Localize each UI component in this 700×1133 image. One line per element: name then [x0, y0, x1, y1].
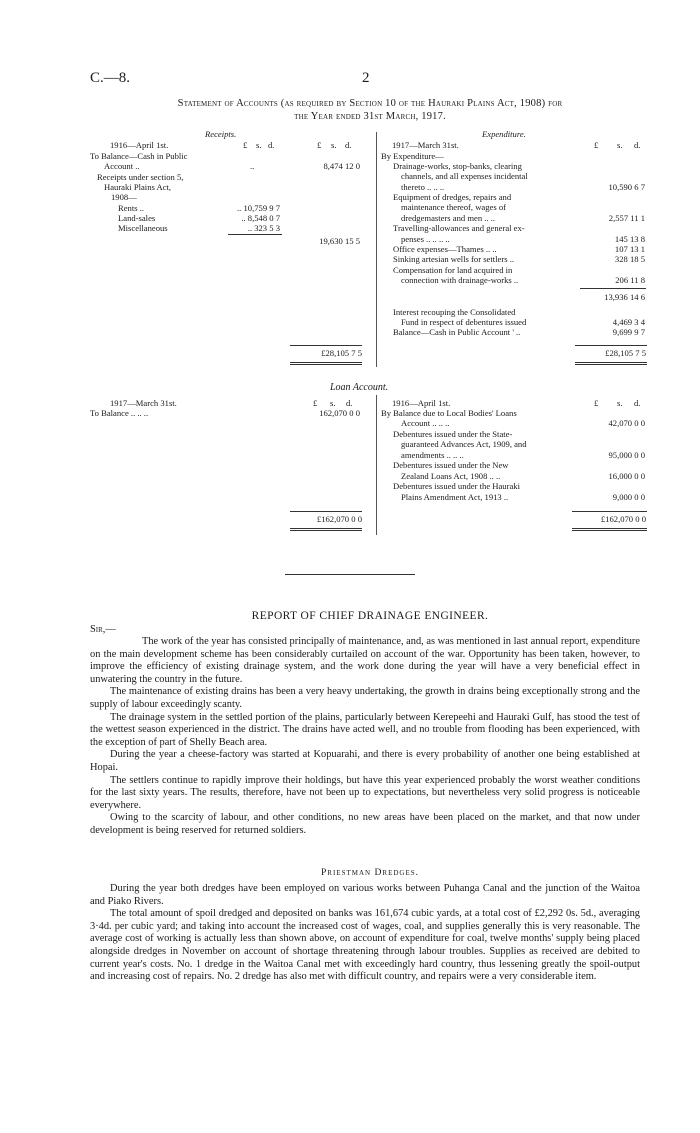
loan-left-currency-s: s.	[330, 398, 336, 408]
loan-right-amount: 42,070 0 0	[608, 418, 645, 428]
expenditure-line: dredgemasters and men .. ..	[401, 213, 496, 223]
receipts-item-landsales: Land-sales	[118, 213, 156, 223]
loan-right-line: Debentures issued under the New	[393, 460, 509, 470]
loan-right-amount: 16,000 0 0	[608, 471, 645, 481]
statement-title-line2: the Year ended 31st March, 1917.	[294, 111, 446, 122]
expenditure-currency-l: £	[594, 140, 599, 150]
receipts-section-line3: 1908—	[111, 192, 137, 202]
expenditure-currency-s: s.	[617, 140, 623, 150]
expenditure-line: penses .. .. .. ..	[401, 234, 450, 244]
report-reference: C.—8.	[90, 70, 131, 86]
receipts-item-misc-amount: .. 323 5 3	[247, 223, 280, 233]
receipts-balance-line1: To Balance—Cash in Public	[90, 151, 188, 161]
dredges-body	[90, 883, 640, 984]
expenditure-amount: 145 13 8	[614, 234, 645, 244]
receipts-balance-amount: 8,474 12 0	[323, 161, 360, 171]
expenditure-line: Travelling-allowances and general ex-	[393, 223, 525, 233]
expenditure-line: Compensation for land acquired in	[393, 265, 513, 275]
statement-title-line1: Statement of Accounts (as required by Section 10 of the Hauraki Plains Act, 1908) for	[177, 98, 563, 109]
expenditure-heading: Expenditure.	[482, 129, 526, 139]
receipts-items-rule	[228, 234, 282, 235]
report-body	[90, 636, 640, 838]
expenditure-amount: 10,590 6 7	[608, 182, 645, 192]
receipts-section-line2: Hauraki Plains Act,	[104, 182, 172, 192]
report-paragraph: During the year a cheese-factory was started at Kopuarahi, and there is every probability of another one being established at Hopai.	[90, 749, 640, 773]
loan-right-amount: 95,000 0 0	[608, 450, 645, 460]
loan-right-line: Account .. .. ..	[401, 418, 450, 428]
receipts-section-line1: Receipts under section 5,	[97, 172, 184, 182]
receipts-total-rule-bottom	[290, 362, 362, 363]
receipts-currency-l1: £	[243, 140, 248, 150]
loan-right-total-rule-top	[572, 511, 647, 512]
receipts-balance-line2: Account ..	[104, 161, 140, 171]
expenditure-interest-line1: Interest recouping the Consolidated	[393, 307, 516, 317]
loan-right-line: Debentures issued under the State-	[393, 429, 513, 439]
expenditure-by: By Expenditure—	[381, 151, 444, 161]
report-paragraph: The work of the year has consisted principally of maintenance, and, as was mentioned in last annual report, expenditure on the main development scheme has been considerably curtailed on account of the war. Opportunity has been taken, however, to improve the efficiency of existing drainage system, and the work done during the year will have a very beneficial effect in unwatering the country in the future.	[90, 636, 640, 685]
receipts-item-rents-amount: .. 10,759 9 7	[237, 203, 280, 213]
loan-left-total: £162,070 0 0	[316, 514, 362, 524]
page-number: 2	[362, 70, 370, 86]
expenditure-interest-line2: Fund in respect of debentures issued	[401, 317, 527, 327]
loan-right-line: Zealand Loans Act, 1908 .. ..	[401, 471, 501, 481]
loan-right-currency-l: £	[594, 398, 599, 408]
expenditure-line: channels, and all expenses incidental	[401, 171, 528, 181]
loan-right-line: Debentures issued under the Hauraki	[393, 481, 520, 491]
loan-right-total: £162,070 0 0	[600, 514, 646, 524]
receipts-date: 1916—April 1st.	[110, 140, 169, 150]
accounts-divider	[376, 132, 377, 367]
expenditure-line: Sinking artesian wells for settlers ..	[393, 254, 515, 264]
expenditure-total: £28,105 7 5	[605, 348, 646, 358]
report-paragraph: The drainage system in the settled portion of the plains, particularly between Kerepeehi and Hauraki Gulf, has stood the test of the wettest season experienced in the district. The drains have acted well, and no trouble from flooding has been experienced, with the exception of part of Shelly Beach area.	[90, 711, 640, 748]
salutation: Sir,—	[90, 624, 116, 635]
receipts-subtotal: 19,630 15 5	[319, 236, 360, 246]
expenditure-amount: 206 11 8	[615, 275, 645, 285]
expenditure-total-rule-double	[575, 364, 647, 365]
receipts-item-misc: Miscellaneous	[118, 223, 168, 233]
loan-left-total-rule-double	[290, 530, 362, 531]
expenditure-line: maintenance thereof, wages of	[401, 202, 506, 212]
receipts-heading: Receipts.	[205, 129, 237, 139]
dredges-paragraph: The total amount of spoil dredged and deposited on banks was 161,674 cubic yards, at a total cost of £2,292 0s. 5d., averaging 3·4d. per cubic yard; and taking into account the increased cost of wages, coal, and supplies generally this is very reasonable. The average cost of working is actually less than shown above, on account of expenditure for coal, twelve months' supply being placed alongside dredges in November on account of shortage threatening through labour troubles. Supplies as received are debited to current year's costs. No. 1 dredge in the Waitoa Canal met with exceedingly hard country, thus lessening greatly the spoil-output and increasing cost of repairs. No. 2 dredge has also met with difficult country, and repairs were a very considerable item.	[90, 908, 640, 983]
expenditure-interest-amount: 4,469 3 4	[612, 317, 645, 327]
receipts-total-rule-top	[290, 345, 362, 346]
expenditure-total-rule-top	[575, 345, 647, 346]
expenditure-balance-amount: 9,699 9 7	[612, 327, 645, 337]
loan-left-currency-d: d.	[346, 398, 353, 408]
expenditure-date: 1917—March 31st.	[392, 140, 459, 150]
report-paragraph: Owing to the scarcity of labour, and other conditions, no new areas have been placed on the market, and that now under development is being reserved for returned soldiers.	[90, 812, 640, 836]
expenditure-subtotal: 13,936 14 6	[604, 292, 645, 302]
section-separator	[285, 574, 415, 575]
section-title-dredges: Priestman Dredges.	[320, 867, 420, 878]
loan-right-line: amendments .. .. ..	[401, 450, 464, 460]
loan-right-line: guaranteed Advances Act, 1909, and	[401, 439, 527, 449]
loan-left-line: To Balance .. .. ..	[90, 408, 149, 418]
report-paragraph: The settlers continue to rapidly improve their holdings, but have this year experienced probably the worst weather conditions for the last sixty years. The results, therefore, have not been up to expectations, but nevertheless very solid progress is noticeable everywhere.	[90, 774, 640, 811]
report-paragraph: The maintenance of existing drains has been a very heavy undertaking, the growth in drains being exceptionally strong and the supply of labour exceedingly scanty.	[90, 686, 640, 710]
loan-left-date: 1917—March 31st.	[110, 398, 177, 408]
loan-right-line: By Balance due to Local Bodies' Loans	[381, 408, 517, 418]
loan-right-amount: 9,000 0 0	[612, 492, 645, 502]
dredges-paragraph: During the year both dredges have been employed on various works between Puhanga Canal and the junction of the Waitoa and Piako Rivers.	[90, 883, 640, 907]
receipts-item-landsales-amount: .. 8,548 0 7	[241, 213, 280, 223]
expenditure-line: Equipment of dredges, repairs and	[393, 192, 512, 202]
expenditure-line: thereto .. .. ..	[401, 182, 445, 192]
receipts-total: £28,105 7 5	[321, 348, 362, 358]
receipts-currency-s1: s.	[256, 140, 262, 150]
receipts-currency-l2: £	[317, 140, 322, 150]
expenditure-total-rule-bottom	[575, 362, 647, 363]
report-title: REPORT OF CHIEF DRAINAGE ENGINEER.	[251, 610, 489, 622]
receipts-currency-d2: d.	[345, 140, 352, 150]
loan-right-currency-d: d.	[634, 398, 641, 408]
loan-right-currency-s: s.	[617, 398, 623, 408]
loan-left-total-rule-bottom	[290, 528, 362, 529]
loan-divider	[376, 395, 377, 535]
receipts-item-rents: Rents ..	[118, 203, 145, 213]
receipts-total-rule-double	[290, 364, 362, 365]
loan-right-date: 1916—April 1st.	[392, 398, 451, 408]
loan-right-line: Plains Amendment Act, 1913 ..	[401, 492, 509, 502]
expenditure-line: Drainage-works, stop-banks, clearing	[393, 161, 522, 171]
statement-title	[90, 97, 650, 123]
receipts-currency-s2: s.	[331, 140, 337, 150]
loan-left-amount: 162,070 0 0	[319, 408, 360, 418]
expenditure-subtotal-rule	[580, 288, 646, 289]
loan-heading: Loan Account.	[330, 382, 389, 393]
loan-right-total-rule-bottom	[572, 528, 647, 529]
expenditure-currency-d: d.	[634, 140, 641, 150]
loan-right-total-rule-double	[572, 530, 647, 531]
expenditure-line: Office expenses—Thames .. ..	[393, 244, 497, 254]
expenditure-balance-line: Balance—Cash in Public Account ' ..	[393, 327, 521, 337]
loan-left-currency-l: £	[313, 398, 318, 408]
receipts-balance-dots: ..	[250, 161, 255, 171]
loan-left-total-rule-top	[290, 511, 362, 512]
expenditure-amount: 328 18 5	[614, 254, 645, 264]
expenditure-amount: 107 13 1	[614, 244, 645, 254]
receipts-currency-d1: d.	[268, 140, 275, 150]
expenditure-line: connection with drainage-works ..	[401, 275, 519, 285]
expenditure-amount: 2,557 11 1	[608, 213, 645, 223]
